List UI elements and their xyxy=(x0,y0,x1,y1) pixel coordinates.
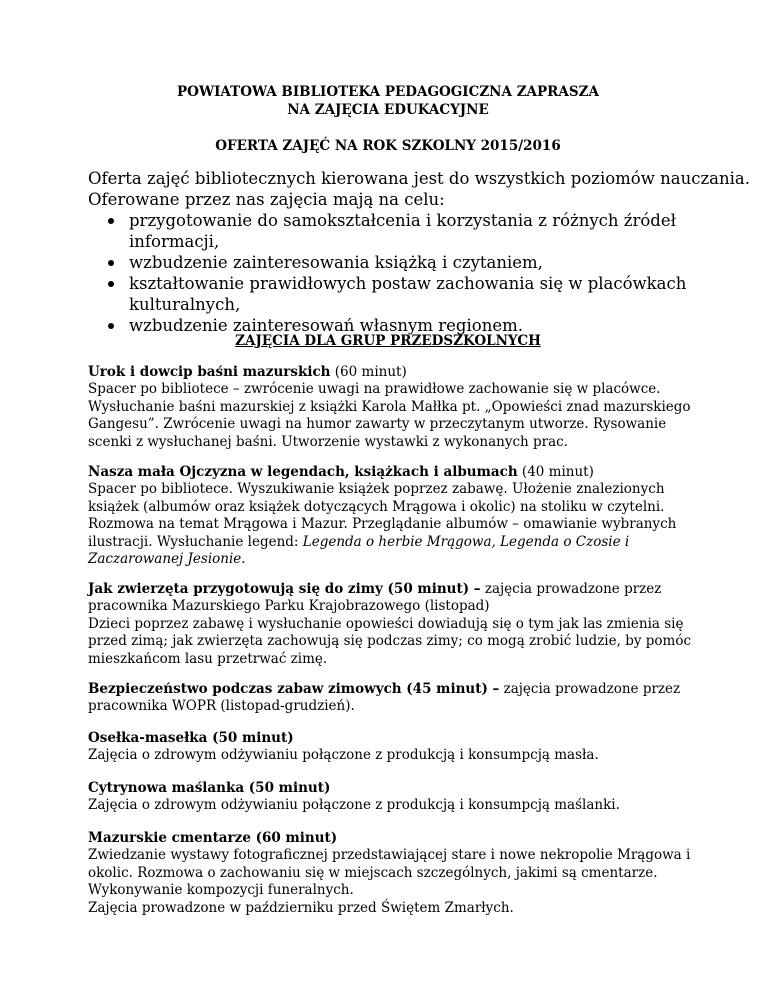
activity-bezpieczenstwo: Bezpieczeństwo podczas zabaw zimowych (45 minut) – zajęcia prowadzone przez pracownika WOPR (listopad-grudzień). xyxy=(88,681,681,715)
bullet-icon xyxy=(108,260,114,266)
activity-oselka-maselka: Osełka-masełka (50 minut) Zajęcia o zdrowym odżywianiu połączone z produkcją i konsumpcją masła. xyxy=(88,730,599,764)
activity-title: Nasza mała Ojczyzna w legendach, książkach i albumach xyxy=(88,464,518,480)
activity-mazurskie-cmentarze: Mazurskie cmentarze (60 minut) Zwiedzanie wystawy fotograficznej przedstawiającej stare i nowe nekropolie Mrągowa i okolic. Rozmowa o zachowaniu się w miejscach szczególnych, jakimi są cmentarze. Wykonywanie kompozycji funeralnych. Zajęcia prowadzone w październiku przed Świętem Zmarłych. xyxy=(88,830,691,916)
activity-title: Osełka-masełka (50 minut) xyxy=(88,730,294,746)
activity-title: Bezpieczeństwo podczas zabaw zimowych (45 minut) – xyxy=(88,681,500,697)
intro-line-2: Oferowane przez nas zajęcia mają na celu: xyxy=(88,190,445,209)
activity-title: Mazurskie cmentarze (60 minut) xyxy=(88,830,338,846)
activity-duration: (60 minut) xyxy=(330,364,407,380)
activity-title: Cytrynowa maślanka (50 minut) xyxy=(88,780,331,796)
header-line-1: POWIATOWA BIBLIOTEKA PEDAGOGICZNA ZAPRASZA xyxy=(177,84,599,100)
offer-title: OFERTA ZAJĘĆ NA ROK SZKOLNY 2015/2016 xyxy=(215,138,561,154)
activity-title: Urok i dowcip baśni mazurskich xyxy=(88,364,331,380)
bullet-icon xyxy=(108,218,114,224)
section-title: ZAJĘCIA DLA GRUP PRZEDSZKOLNYCH xyxy=(235,333,541,349)
activity-cytrynowa-maslanka: Cytrynowa maślanka (50 minut) Zajęcia o zdrowym odżywianiu połączone z produkcją i konsumpcją maślanki. xyxy=(88,780,620,814)
bullet-icon xyxy=(108,281,114,287)
activity-urok-i-dowcip: Urok i dowcip baśni mazurskich (60 minut) Spacer po bibliotece – zwrócenie uwagi na prawidłowe zachowanie się w placówce. Wysłuchanie baśni mazurskiej z książki Karola Małłka pt. „Opowieści znad mazurskiego Gangesu”. Zwrócenie uwagi na humor zawarty w przeczytanym utworze. Rysowanie scenki z wysłuchanej baśni. Utworzenie wystawki z wykonanych prac. xyxy=(88,364,691,450)
intro-line-1: Oferta zajęć bibliotecznych kierowana jest do wszystkich poziomów nauczania. xyxy=(88,169,750,188)
bullet-icon xyxy=(108,323,114,329)
goal-item: przygotowanie do samokształcenia i korzystania z różnych źródeł informacji, xyxy=(108,210,688,252)
activity-duration: (40 minut) xyxy=(517,464,594,480)
activity-jak-zwierzeta: Jak zwierzęta przygotowują się do zimy (50 minut) – zajęcia prowadzone przez pracownika Mazurskiego Parku Krajobrazowego (listopad) Dzieci poprzez zabawę i wysłuchanie opowieści dowiadują się o tym jak las zmienia się przed zimą; jak zwierzęta zachowują się podczas zimy; co mogą zrobić ludzie, by pomóc mieszkańcom lasu przetrwać zimę. xyxy=(88,581,692,667)
goal-item: wzbudzenie zainteresowania książką i czytaniem, xyxy=(108,252,688,273)
goal-item: wzbudzenie zainteresowań własnym regionem. xyxy=(108,315,688,336)
activity-nasza-mala-ojczyzna: Nasza mała Ojczyzna w legendach, książkach i albumach (40 minut) Spacer po bibliotece. Wyszukiwanie książek poprzez zabawę. Ułożenie znalezionych książek (albumów oraz książek dotyczących Mrągowa i okolic) na stoliku w czytelni. Rozmowa na temat Mrągowa i Mazur. Przeglądanie albumów – omawianie wybranych ilustracji. Wysłuchanie legend: Legenda o herbie Mrągowa, Legenda o Czosie i Zaczarowanej Jesionie. xyxy=(88,464,677,568)
activity-title: Jak zwierzęta przygotowują się do zimy (50 minut) – xyxy=(88,581,481,597)
goal-item: kształtowanie prawidłowych postaw zachowania się w placówkach kulturalnych, xyxy=(108,273,688,315)
goals-list xyxy=(108,210,688,336)
header-line-2: NA ZAJĘCIA EDUKACYJNE xyxy=(287,102,489,118)
